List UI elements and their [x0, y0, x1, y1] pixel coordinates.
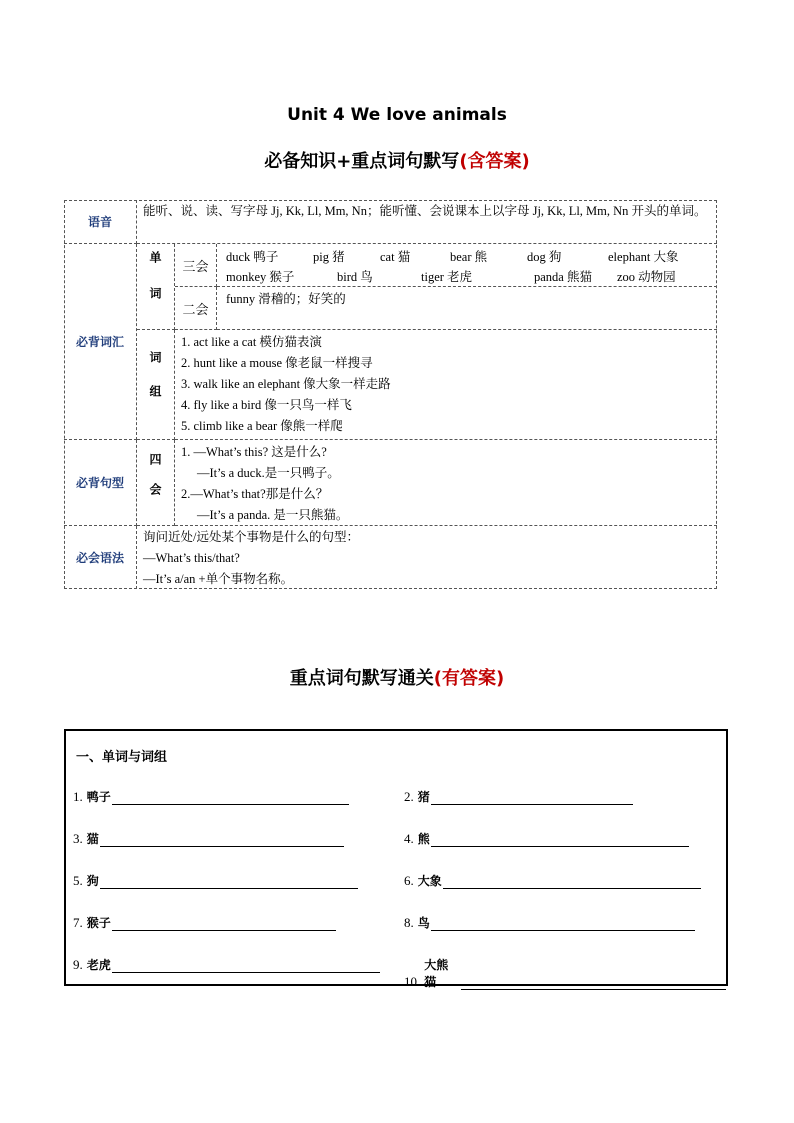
- question-number: 9.: [73, 957, 83, 972]
- knowledge-table: [64, 200, 717, 589]
- question-word: 熊: [417, 832, 430, 846]
- phrase-item: 2. hunt like a mouse 像老鼠一样搜寻: [181, 356, 373, 370]
- exercise-box: [64, 729, 728, 989]
- two-level-label: 二会: [175, 287, 217, 330]
- phrases-label: 词组: [137, 330, 175, 440]
- question-word: 鸟: [417, 916, 430, 930]
- question-item: [404, 872, 701, 889]
- word-item: bear 熊: [450, 250, 488, 264]
- question-item: [73, 830, 344, 847]
- grammar-line: —What’s this/that?: [143, 551, 240, 565]
- answer-blank[interactable]: [100, 832, 344, 847]
- word-item: pig 猪: [313, 250, 345, 264]
- four-level-label: 四会: [137, 440, 175, 526]
- question-item: [73, 914, 336, 931]
- sentences-label: 必背句型: [64, 440, 137, 526]
- answer-blank[interactable]: [112, 790, 349, 805]
- answer-blank[interactable]: [112, 916, 336, 931]
- question-item: [73, 956, 380, 973]
- word-item: zoo 动物园: [617, 270, 676, 284]
- question-number: 5.: [73, 873, 83, 888]
- word-item: cat 猫: [380, 250, 411, 264]
- subtitle-answer-tag: (含答案): [459, 151, 530, 172]
- question-number: 1.: [73, 789, 83, 804]
- question-word: 猴子: [86, 916, 111, 930]
- answer-blank[interactable]: [431, 832, 689, 847]
- question-number: 10.: [404, 974, 421, 989]
- grammar-line: 询问近处/远处某个事物是什么的句型：: [143, 530, 359, 544]
- question-word: 猫: [86, 832, 99, 846]
- sentence-line: 2.—What’s that?那是什么？: [181, 487, 329, 501]
- word-item: panda 熊猫: [534, 270, 592, 284]
- phrase-item: 5. climb like a bear 像熊一样爬: [181, 419, 343, 433]
- question-item: [73, 788, 349, 805]
- answer-blank[interactable]: [100, 874, 358, 889]
- question-word: 大象: [417, 874, 442, 888]
- answer-blank[interactable]: [461, 975, 726, 990]
- word-item: tiger 老虎: [421, 270, 473, 284]
- question-item: [404, 788, 633, 805]
- two-level-words: [217, 287, 717, 330]
- phonics-text: 能听、说、读、写字母 Jj, Kk, Ll, Mm, Nn；能听懂、会说课本上以字母 Jj, Kk, Ll, Mm, Nn 开头的单词。: [137, 200, 717, 244]
- grammar-label: 必会语法: [64, 526, 137, 589]
- subtitle-main: 必备知识+重点词句默写: [264, 151, 460, 172]
- three-level-words: [217, 244, 717, 287]
- question-item: [404, 830, 689, 847]
- question-word: 猪: [417, 790, 430, 804]
- phrase-item: 3. walk like an elephant 像大象一样走路: [181, 377, 391, 391]
- answer-blank[interactable]: [112, 958, 380, 973]
- question-word: 大熊猫: [424, 958, 449, 989]
- question-item: [404, 956, 726, 990]
- question-word: 狗: [86, 874, 99, 888]
- word-item: dog 狗: [527, 250, 562, 264]
- three-level-label: 三会: [175, 244, 217, 287]
- question-item: [404, 914, 695, 931]
- unit-title: Unit 4 We love animals: [287, 105, 507, 125]
- answer-blank[interactable]: [431, 916, 695, 931]
- word-item: bird 鸟: [337, 270, 373, 284]
- subtitle: [0, 147, 794, 173]
- grammar-text: [137, 526, 717, 589]
- sentence-line: —It’s a panda. 是一只熊猫。: [197, 508, 349, 522]
- question-number: 3.: [73, 831, 83, 846]
- exercise-section-title: 一、单词与词组: [76, 750, 168, 765]
- phrase-item: 4. fly like a bird 像一只鸟一样飞: [181, 398, 352, 412]
- vocab-label: 必背词汇: [64, 244, 137, 440]
- question-word: 鸭子: [86, 790, 111, 804]
- question-word: 老虎: [86, 958, 111, 972]
- sentence-line: 1. —What’s this? 这是什么?: [181, 445, 327, 459]
- sentence-list: [175, 440, 717, 526]
- section2-title-main: 重点词句默写通关: [289, 668, 434, 689]
- question-number: 7.: [73, 915, 83, 930]
- phonics-label: 语音: [64, 200, 137, 244]
- word-item: elephant 大象: [608, 250, 679, 264]
- phrase-item: 1. act like a cat 模仿猫表演: [181, 335, 322, 349]
- word-item: funny 滑稽的；好笑的: [226, 292, 346, 306]
- phrases-list: [175, 330, 717, 440]
- question-number: 6.: [404, 873, 414, 888]
- grammar-line: —It’s a/an +单个事物名称。: [143, 572, 294, 586]
- question-item: [73, 872, 358, 889]
- question-number: 2.: [404, 789, 414, 804]
- words-label: 单词: [137, 244, 175, 330]
- question-number: 4.: [404, 831, 414, 846]
- answer-blank[interactable]: [443, 874, 701, 889]
- section2-answer-tag: (有答案): [433, 668, 505, 689]
- answer-blank[interactable]: [431, 790, 633, 805]
- sentence-line: —It’s a duck.是一只鸭子。: [197, 466, 340, 480]
- word-item: duck 鸭子: [226, 250, 279, 264]
- section2-title: [0, 664, 794, 690]
- question-number: 8.: [404, 915, 414, 930]
- word-item: monkey 猴子: [226, 270, 295, 284]
